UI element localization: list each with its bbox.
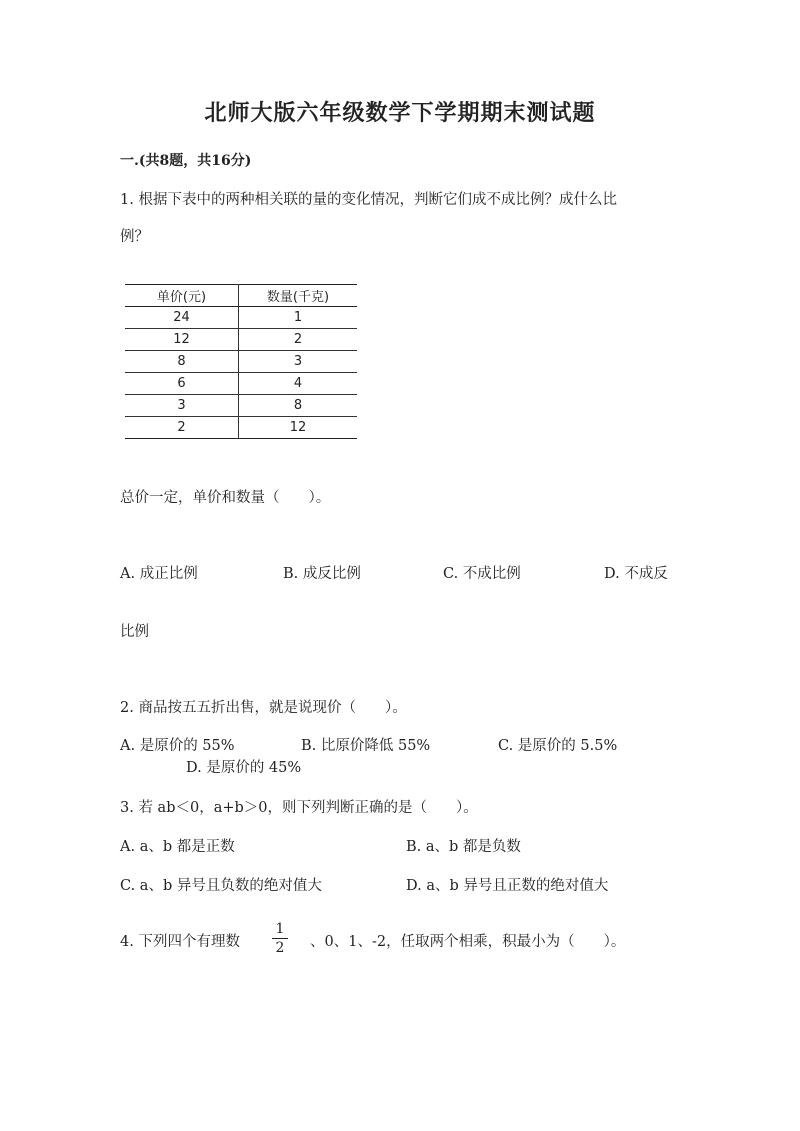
price-quantity-table: [125, 284, 357, 439]
table-cell: 8: [239, 395, 358, 417]
question-3-option-b: B. a、b 都是负数: [406, 839, 521, 855]
table-cell: 24: [125, 307, 239, 329]
table-row: [125, 351, 357, 373]
table-cell: 3: [239, 351, 358, 373]
question-1-option-b: B. 成反比例: [283, 566, 361, 582]
question-2-option-c: C. 是原价的 5.5%: [498, 738, 618, 754]
question-3-option-c: C. a、b 异号且负数的绝对值大: [120, 878, 322, 894]
table-row: [125, 417, 357, 439]
table-cell: 2: [239, 329, 358, 351]
fraction-denominator: 2: [275, 940, 285, 956]
table-header-cell: 单价(元): [125, 285, 239, 307]
table-cell: 1: [239, 307, 358, 329]
question-3-option-d: D. a、b 异号且正数的绝对值大: [406, 878, 609, 894]
table-row: [125, 307, 357, 329]
table-cell: 8: [125, 351, 239, 373]
question-2-option-d: D. 是原价的 45%: [186, 760, 302, 776]
question-2-option-a: A. 是原价的 55%: [120, 738, 235, 754]
fraction-one-half: [272, 921, 288, 956]
question-3-option-a: A. a、b 都是正数: [120, 839, 235, 855]
fraction-bar: [272, 938, 288, 939]
section-heading: 一.(共8题，共16分): [120, 153, 252, 169]
table-cell: 4: [239, 373, 358, 395]
table-cell: 12: [125, 329, 239, 351]
table-cell: 6: [125, 373, 239, 395]
question-1-text-line1: 1. 根据下表中的两种相关联的量的变化情况，判断它们成不成比例？成什么比: [120, 192, 617, 208]
table-row: [125, 373, 357, 395]
table-header-row: [125, 285, 357, 307]
question-4-prefix: 4. 下列四个有理数: [120, 934, 240, 950]
fraction-numerator: 1: [275, 921, 285, 937]
question-4-suffix: 、0、1、-2，任取两个相乘，积最小为（ ）。: [310, 934, 626, 950]
table-row: [125, 395, 357, 417]
table-cell: 2: [125, 417, 239, 439]
question-2-text: 2. 商品按五五折出售，就是说现价（ ）。: [120, 700, 407, 716]
question-3-text: 3. 若 ab＜0，a+b＞0，则下列判断正确的是（ ）。: [120, 800, 478, 816]
question-1-option-c: C. 不成比例: [443, 566, 521, 582]
question-1-option-a: A. 成正比例: [120, 566, 198, 582]
page-title: 北师大版六年级数学下学期期末测试题: [204, 100, 596, 126]
table-cell: 12: [239, 417, 358, 439]
question-2-option-b: B. 比原价降低 55%: [301, 738, 431, 754]
question-1-stem: 总价一定，单价和数量（ ）。: [120, 490, 331, 506]
question-1-option-d: D. 不成反: [604, 566, 668, 582]
question-1-text-line2: 例？: [120, 229, 149, 245]
table-cell: 3: [125, 395, 239, 417]
question-1-option-d-continued: 比例: [120, 624, 149, 640]
table-header-cell: 数量(千克): [239, 285, 358, 307]
table-row: [125, 329, 357, 351]
